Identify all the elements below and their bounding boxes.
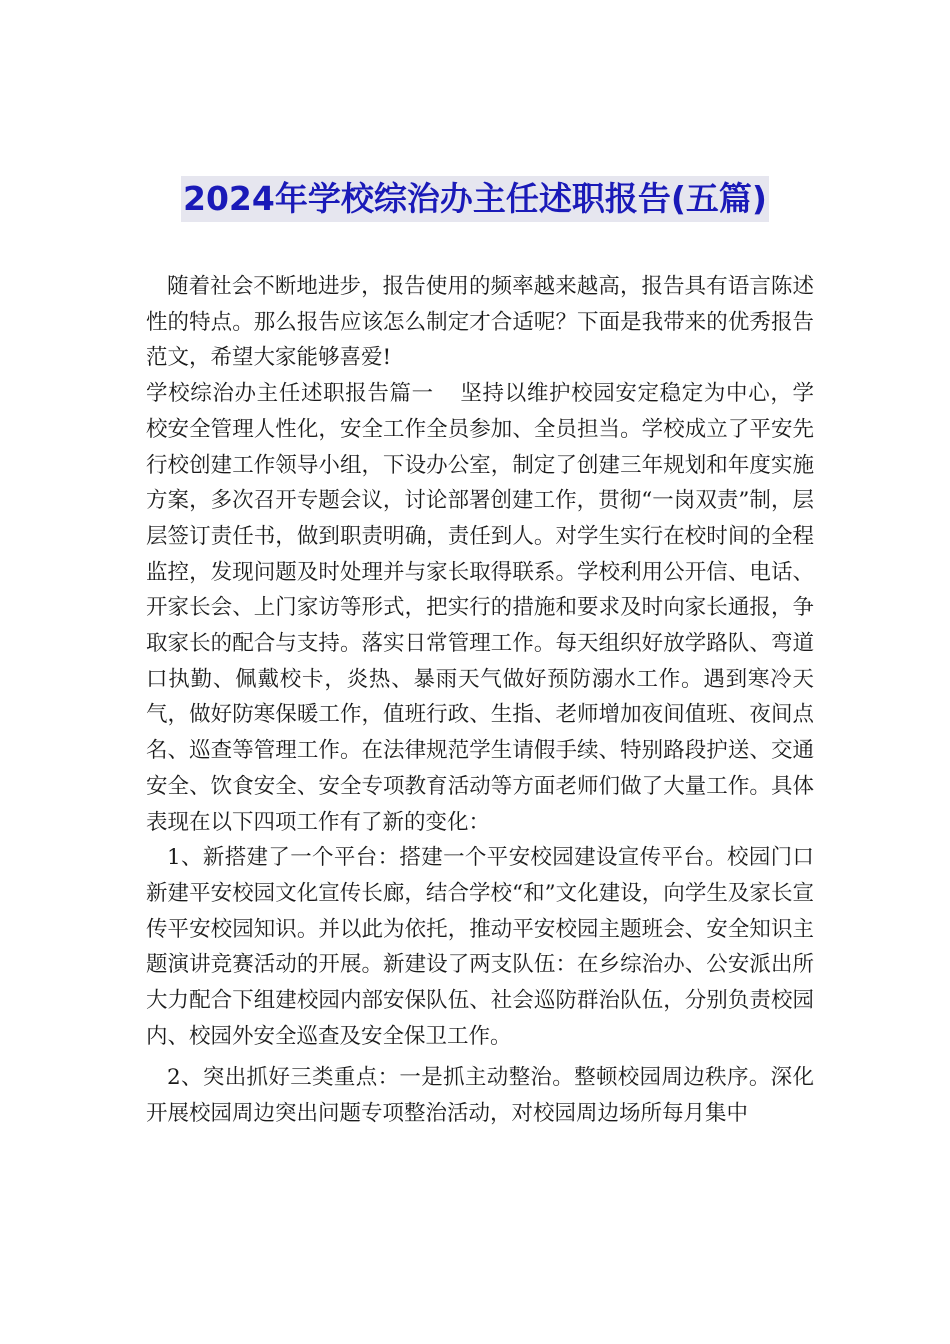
document-body xyxy=(146,269,814,1132)
title-container xyxy=(0,176,950,222)
section-1-paragraph xyxy=(146,376,814,840)
section-1-heading: 学校综治办主任述职报告篇一 xyxy=(146,381,434,407)
intro-paragraph: 随着社会不断地进步，报告使用的频率越来越高，报告具有语言陈述性的特点。那么报告应该怎么制定才合适呢？下面是我带来的优秀报告范文，希望大家能够喜爱! xyxy=(146,274,814,371)
document-title: 2024年学校综治办主任述职报告(五篇) xyxy=(181,176,769,222)
item-2-paragraph: 2、突出抓好三类重点：一是抓主动整治。整顿校园周边秩序。深化开展校园周边突出问题专项整治活动，对校园周边场所每月集中 xyxy=(146,1065,814,1127)
item-1-paragraph: 1、新搭建了一个平台：搭建一个平安校园建设宣传平台。校园门口新建平安校园文化宣传长廊，结合学校“和”文化建设，向学生及家长宣传平安校园知识。并以此为依托，推动平安校园主题班会、安全知识主题演讲竞赛活动的开展。新建设了两支队伍：在乡综治办、公安派出所大力配合下组建校园内部安保队伍、社会巡防群治队伍，分别负责校园内、校园外安全巡查及安全保卫工作。 xyxy=(146,845,814,1049)
section-1-body: 坚持以维护校园安定稳定为中心，学校安全管理人性化，安全工作全员参加、全员担当。学校成立了平安先行校创建工作领导小组，下设办公室，制定了创建三年规划和年度实施方案，多次召开专题会议，讨论部署创建工作，贯彻“一岗双责”制，层层签订责任书，做到职责明确，责任到人。对学生实行在校时间的全程监控，发现问题及时处理并与家长取得联系。学校利用公开信、电话、开家长会、上门家访等形式，把实行的措施和要求及时向家长通报，争取家长的配合与支持。落实日常管理工作。每天组织好放学路队、弯道口执勤、佩戴校卡，炎热、暴雨天气做好预防溺水工作。遇到寒冷天气，做好防寒保暖工作，值班行政、生指、老师增加夜间值班、夜间点名、巡查等管理工作。在法律规范学生请假手续、特别路段护送、交通安全、饮食安全、安全专项教育活动等方面老师们做了大量工作。具体表现在以下四项工作有了新的变化： xyxy=(146,381,814,835)
